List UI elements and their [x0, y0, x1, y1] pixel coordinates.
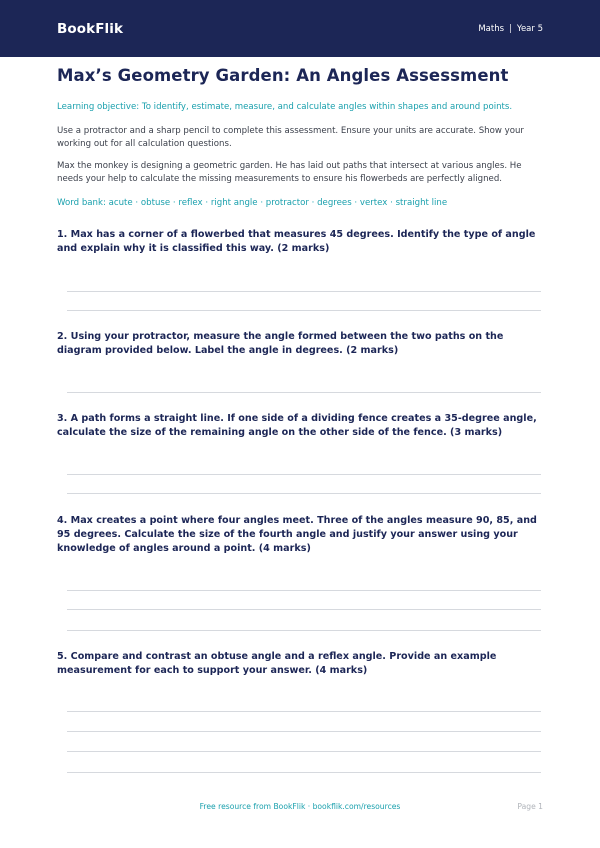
scenario-text: Max the monkey is designing a geometric garden. He has laid out paths that intersect at various angles. He needs your help to calculate the missing measurements to ensure his flowerbeds are perfectly aligned. [57, 161, 522, 184]
answer-line[interactable] [67, 493, 541, 494]
page-number: Page 1 [517, 802, 543, 811]
page-title: Max’s Geometry Garden: An Angles Assessment [57, 66, 509, 85]
question-2: 2. Using your protractor, measure the angle formed between the two paths on the diagram provided below. Label the angle in degrees. (2 marks) [57, 331, 504, 356]
answer-line[interactable] [67, 630, 541, 631]
year-level: Year 5 [516, 23, 543, 34]
learning-objective: Learning objective: To identify, estimate, measure, and calculate angles within shapes and around points. [57, 102, 513, 112]
word-bank: Word bank: acute · obtuse · reflex · right angle · protractor · degrees · vertex · straight line [57, 198, 448, 208]
subject-label [478, 24, 543, 34]
question-3: 3. A path forms a straight line. If one side of a dividing fence creates a 35-degree angle, calculate the size of the remaining angle on the other side of the fence. (3 marks) [57, 413, 537, 438]
answer-line[interactable] [67, 590, 541, 591]
question-5: 5. Compare and contrast an obtuse angle and a reflex angle. Provide an example measurement for each to support your answer. (4 marks) [57, 651, 497, 676]
answer-line[interactable] [67, 711, 541, 712]
answer-line[interactable] [67, 772, 541, 773]
subject-separator: | [509, 23, 512, 34]
subject-name: Maths [478, 23, 505, 34]
header-bar [0, 0, 600, 57]
answer-line[interactable] [67, 731, 541, 732]
instructions-text: Use a protractor and a sharp pencil to complete this assessment. Ensure your units are accurate. Show your working out for all calculation questions. [57, 126, 524, 149]
question-4: 4. Max creates a point where four angles meet. Three of the angles measure 90, 85, and 95 degrees. Calculate the size of the fourth angle and justify your answer using your knowledge of angles around a point. (4 marks) [57, 515, 537, 554]
answer-line[interactable] [67, 609, 541, 610]
answer-line[interactable] [67, 392, 541, 393]
brand-logo[interactable]: BookFlik [57, 20, 124, 37]
answer-line[interactable] [67, 751, 541, 752]
answer-line[interactable] [67, 291, 541, 292]
question-1: 1. Max has a corner of a flowerbed that measures 45 degrees. Identify the type of angle and explain why it is classified this way. (2 marks) [57, 229, 536, 254]
footer [0, 802, 600, 816]
answer-line[interactable] [67, 474, 541, 475]
answer-line[interactable] [67, 310, 541, 311]
footer-link[interactable]: Free resource from BookFlik · bookflik.com/resources [199, 802, 401, 811]
